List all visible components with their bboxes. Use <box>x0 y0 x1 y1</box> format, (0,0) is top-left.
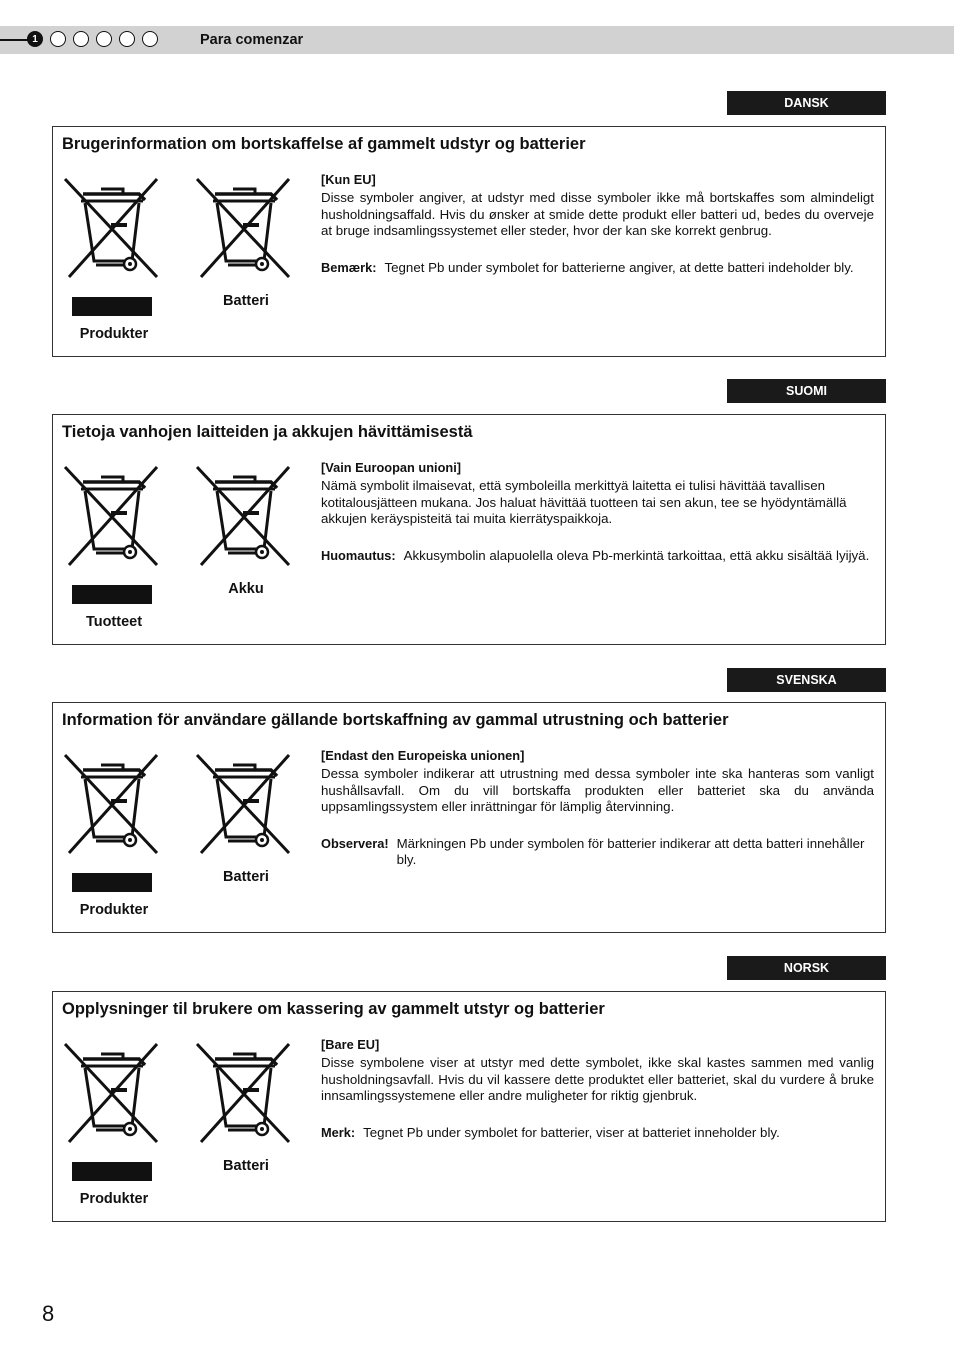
products-label: Produkter <box>79 902 149 918</box>
box-title: Information för användare gällande bortskaffning av gammal utrustning och batterier <box>62 711 729 729</box>
body-text: Nämä symbolit ilmaisevat, että symboleilla merkittyä laitetta ei tulisi hävittää tavallisen kotitalousjätteen mukana. Jos haluat hävittää tuotteen tai sen akun, tee se hyödyntämällä akkujen keräyspisteitä tai muita kierrätyspaikkoja. <box>321 478 847 526</box>
box-title: Brugerinformation om bortskaffelse af gammelt udstyr og batterier <box>62 135 586 153</box>
header-rule <box>0 39 30 41</box>
note-text: Märkningen Pb under symbolen för batterier indikerar att detta batteri innehåller bly. <box>396 836 865 868</box>
battery-label: Akku <box>228 581 264 597</box>
disposal-info-box <box>52 126 886 357</box>
battery-label: Batteri <box>223 293 269 309</box>
language-tag: NORSK <box>727 956 886 980</box>
battery-label: Batteri <box>223 1158 269 1174</box>
weee-battery-bin-icon <box>193 461 293 569</box>
box-title: Tietoja vanhojen laitteiden ja akkujen hävittämisestä <box>62 423 473 441</box>
step-dot: 1 <box>27 31 43 47</box>
body-text: Disse symboler angiver, at udstyr med disse symboler ikke må bortskaffes som almindeligt husholdningsaffald. Hvis du ønsker at smide dette produkt eller batteri ud, bedes du overveje at bruge indsamlingssystemet eller steder, hvor der kan ske korrekt genbrug. <box>321 190 874 238</box>
note-text: Akkusymbolin alapuolella oleva Pb-merkintä tarkoittaa, että akku sisältää lyijyä. <box>403 548 870 564</box>
eu-label: [Bare EU] <box>321 1037 380 1052</box>
products-label: Produkter <box>79 1191 149 1207</box>
products-label: Tuotteet <box>85 614 143 630</box>
weee-battery-bin-icon <box>193 749 293 857</box>
note <box>321 548 874 564</box>
info-text <box>321 460 874 564</box>
language-tag: DANSK <box>727 91 886 115</box>
info-text <box>321 172 874 276</box>
weee-bin-icon <box>61 749 161 857</box>
step-dot <box>96 31 112 47</box>
products-label: Produkter <box>79 326 149 342</box>
disposal-info-box <box>52 414 886 645</box>
disposal-info-box <box>52 702 886 933</box>
eu-label: [Endast den Europeiska unionen] <box>321 748 525 763</box>
weee-bin-icon <box>61 173 161 281</box>
step-dot <box>119 31 135 47</box>
disposal-info-box <box>52 991 886 1222</box>
black-bar <box>72 297 152 316</box>
header-bar <box>0 26 954 54</box>
note-text: Tegnet Pb under symbolet for batterierne angiver, at dette batteri indeholder bly. <box>384 260 854 276</box>
box-title: Opplysninger til brukere om kassering av gammelt utstyr og batterier <box>62 1000 605 1018</box>
note-label: Observera! <box>321 836 389 852</box>
step-dot <box>142 31 158 47</box>
note <box>321 836 874 869</box>
note-label: Huomautus: <box>321 548 396 564</box>
black-bar <box>72 873 152 892</box>
body-text: Disse symbolene viser at utstyr med dette symbolet, ikke skal kastes sammen med vanlig husholdningsavfall. Hvis du vil kassere dette produktet eller batteriet, skal du vurdere å bruke innsamlingssystemene eller andre muligheter for riktig gjenbruk. <box>321 1055 874 1103</box>
battery-label: Batteri <box>223 869 269 885</box>
body-text: Dessa symboler indikerar att utrustning med dessa symboler inte ska hanteras som vanligt hushållsavfall. Om du vill bortskaffa produkten eller batteriet ska du använda uppsamlingssystem eller inrättningar för lämplig återvinning. <box>321 766 874 814</box>
section-title: Para comenzar <box>200 32 304 48</box>
note-text: Tegnet Pb under symbolet for batterier, viser at batteriet inneholder bly. <box>363 1125 780 1141</box>
note <box>321 260 874 276</box>
eu-label: [Kun EU] <box>321 172 376 187</box>
step-indicator <box>27 31 158 47</box>
language-tag: SUOMI <box>727 379 886 403</box>
page-number: 8 <box>42 1301 55 1326</box>
eu-label: [Vain Euroopan unioni] <box>321 460 462 475</box>
black-bar <box>72 585 152 604</box>
weee-bin-icon <box>61 1038 161 1146</box>
weee-battery-bin-icon <box>193 1038 293 1146</box>
step-dot <box>50 31 66 47</box>
info-text <box>321 1037 874 1141</box>
black-bar <box>72 1162 152 1181</box>
info-text <box>321 748 874 869</box>
note <box>321 1125 874 1141</box>
weee-bin-icon <box>61 461 161 569</box>
language-tag: SVENSKA <box>727 668 886 692</box>
step-dot <box>73 31 89 47</box>
weee-battery-bin-icon <box>193 173 293 281</box>
note-label: Bemærk: <box>321 260 377 276</box>
note-label: Merk: <box>321 1125 356 1141</box>
